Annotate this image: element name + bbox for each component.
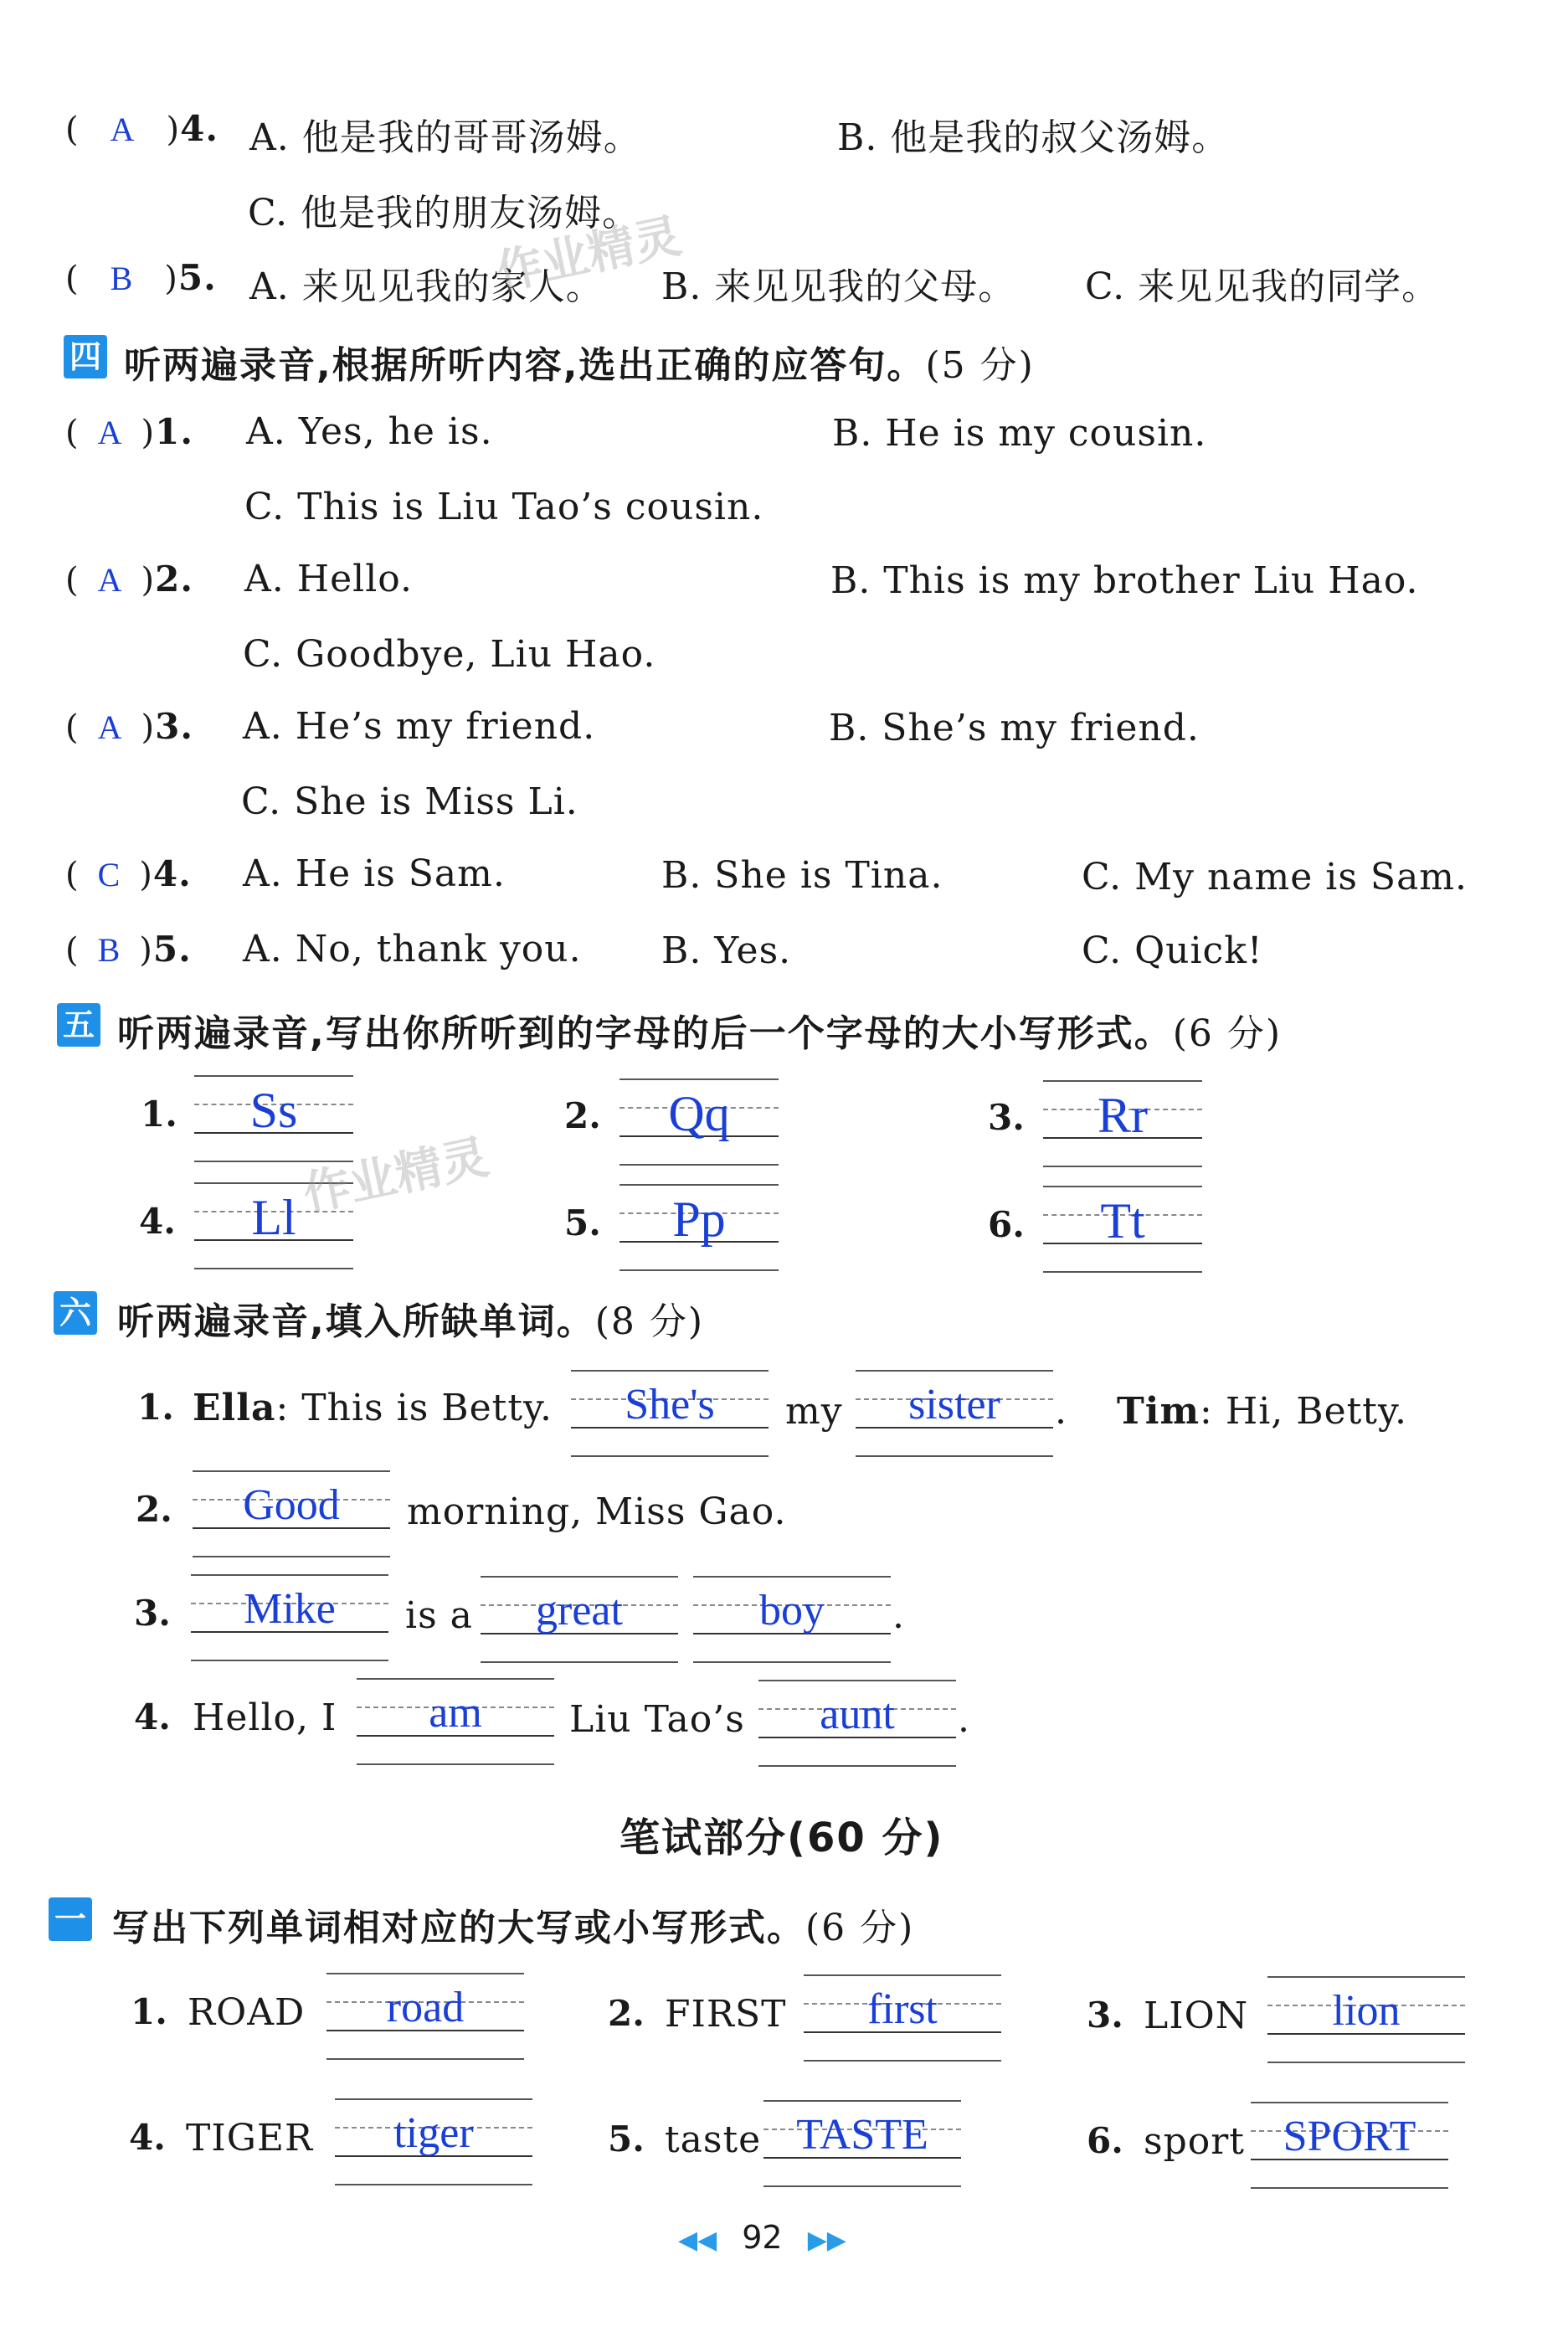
writing-grid [193, 1470, 390, 1557]
item-number: 3. [134, 1593, 171, 1634]
dialogue-text: is a [405, 1594, 473, 1637]
writing-grid [481, 1576, 678, 1663]
answer-word: first [867, 1985, 938, 2033]
option-c: C. 来见见我的同学。 [1085, 265, 1440, 308]
page-number: 92 [742, 2219, 783, 2256]
answer-word: tiger [393, 2109, 474, 2157]
item-number: 4. [129, 2117, 166, 2158]
option-b: B. 来见见我的父母。 [661, 265, 1016, 308]
writing-grid [326, 1973, 524, 2060]
option-c: C. 他是我的朋友汤姆。 [248, 192, 640, 234]
answer-word: road [386, 1984, 465, 2031]
section-badge: 六 [54, 1291, 97, 1335]
question-5-row: ( B )5. [65, 257, 217, 298]
answer-choice: A [110, 111, 136, 148]
bracket: ( [65, 111, 80, 149]
answer-choice: C [97, 856, 121, 893]
given-word: LION [1144, 1995, 1249, 2037]
option-a: A. 来见见我的家人。 [249, 265, 604, 308]
item-number: 1. [141, 1094, 177, 1135]
watermark: 作业精灵 [298, 1130, 494, 1223]
item-number: 4. [139, 1201, 176, 1242]
question-number: 5. [152, 929, 192, 970]
section-title-text: 写出下列单词相对应的大写或小写形式。 [112, 1907, 805, 1949]
item-number: 1. [131, 1991, 167, 2032]
question-number: 1. [155, 411, 193, 452]
writing-grid [1267, 1976, 1465, 2063]
section-title-text: 听两遍录音,填入所缺单词。 [117, 1300, 595, 1343]
section-title [112, 1897, 914, 1951]
writing-grid [191, 1574, 388, 1661]
prev-arrow-icon: ◀◀ [678, 2226, 717, 2255]
answer-word: TASTE [796, 2111, 928, 2159]
writing-grid [1251, 2102, 1448, 2189]
dialogue-text: : This is Betty. [275, 1387, 553, 1429]
option-b: B. 他是我的叔父汤姆。 [837, 116, 1230, 159]
answer-letters: Qq [668, 1086, 730, 1141]
dialogue-text: : Hi, Betty. [1200, 1390, 1407, 1433]
item-number: 4. [134, 1696, 171, 1737]
option-c: C. She is Miss Li. [241, 780, 578, 823]
question-number: 5. [177, 257, 217, 298]
section-title-text: 听两遍录音,根据所听内容,选出正确的应答句。 [124, 344, 926, 387]
question-4-row: ( C )4. [65, 853, 192, 894]
question-2-row: ( A )2. [65, 559, 193, 600]
writing-grid [571, 1370, 769, 1457]
option-c: C. Goodbye, Liu Hao. [243, 633, 656, 676]
dialogue-line [193, 1387, 553, 1429]
dialogue-text: . [958, 1698, 970, 1741]
item-number: 2. [608, 1993, 645, 2034]
item-number: 3. [1087, 1995, 1123, 2036]
option-b: B. Yes. [661, 929, 792, 972]
answer-choice: A [97, 561, 123, 599]
question-number: 4. [152, 853, 192, 894]
question-1-row: ( A )1. [65, 411, 193, 452]
dialogue-text: . [892, 1594, 905, 1637]
answer-word: SPORT [1283, 2113, 1416, 2160]
item-number: 6. [1087, 2120, 1123, 2161]
writing-grid [619, 1184, 779, 1271]
section-score: (6 分) [1172, 1012, 1283, 1055]
question-number: 2. [155, 559, 193, 600]
answer-choice: A [97, 414, 123, 451]
item-number: 1. [137, 1387, 174, 1428]
writing-grid [856, 1370, 1053, 1457]
item-number: 2. [136, 1489, 172, 1530]
option-b: B. She is Tina. [661, 854, 943, 897]
option-c: C. This is Liu Tao’s cousin. [244, 486, 764, 528]
speaker-name: Ella [193, 1387, 276, 1429]
question-3-row: ( A )3. [65, 706, 193, 747]
question-4-row [65, 107, 218, 150]
answer-letters: Ll [251, 1190, 296, 1245]
option-c: C. Quick! [1082, 929, 1263, 972]
written-part-heading: 笔试部分(60 分) [619, 1815, 944, 1861]
answer-letters: Tt [1100, 1193, 1145, 1248]
section-score: (8 分) [594, 1300, 705, 1343]
answer-word: lion [1332, 1987, 1401, 2035]
answer-letters: Pp [672, 1192, 726, 1247]
writing-grid [335, 2098, 532, 2185]
section-score: (6 分) [805, 1907, 915, 1949]
speaker-name: Tim [1117, 1390, 1200, 1433]
option-c: C. My name is Sam. [1082, 856, 1468, 898]
item-number: 2. [564, 1095, 601, 1136]
answer-choice: B [97, 931, 121, 969]
writing-grid [763, 2100, 961, 2187]
answer-word: great [536, 1587, 623, 1634]
answer-choice: A [97, 708, 123, 746]
answer-word: Good [243, 1481, 340, 1529]
section-title [124, 335, 1035, 389]
writing-grid [1043, 1080, 1202, 1167]
section-badge: 四 [64, 335, 107, 378]
dialogue-line [1117, 1390, 1407, 1433]
answer-word: aunt [820, 1691, 895, 1738]
option-a: A. He’s my friend. [243, 705, 596, 748]
answer-letters: Ss [249, 1083, 298, 1138]
answer-choice: B [110, 260, 134, 297]
given-word: TIGER [186, 2117, 314, 2160]
writing-grid [194, 1075, 353, 1162]
dialogue-text: . [1055, 1390, 1067, 1433]
writing-grid [619, 1078, 779, 1166]
page-footer [678, 2219, 846, 2256]
dialogue-text: Liu Tao’s [569, 1698, 745, 1741]
answer-word: She's [625, 1381, 715, 1429]
answer-word: Mike [244, 1585, 336, 1633]
bracket: ) [166, 111, 181, 149]
item-number: 6. [988, 1204, 1025, 1245]
given-word: FIRST [665, 1993, 787, 2036]
option-b: B. This is my brother Liu Hao. [830, 559, 1419, 602]
question-number: 3. [155, 706, 193, 747]
section-badge: 一 [49, 1897, 92, 1941]
option-b: B. He is my cousin. [832, 412, 1207, 455]
answer-letters: Rr [1098, 1088, 1148, 1143]
writing-grid [357, 1678, 554, 1765]
answer-word: sister [908, 1381, 1000, 1429]
given-word: sport [1144, 2120, 1245, 2163]
dialogue-text: my [785, 1390, 843, 1433]
section-badge: 五 [57, 1003, 100, 1047]
item-number: 5. [564, 1202, 601, 1243]
answer-word: boy [759, 1587, 825, 1634]
item-number: 3. [988, 1097, 1025, 1138]
writing-grid [693, 1576, 891, 1663]
watermark: 作业精灵 [491, 208, 686, 301]
section-title [117, 1003, 1282, 1057]
next-arrow-icon: ▶▶ [807, 2226, 846, 2255]
option-a: A. Yes, he is. [246, 410, 493, 453]
option-a: A. 他是我的哥哥汤姆。 [249, 116, 641, 159]
section-title [117, 1291, 704, 1345]
question-number: 4. [180, 108, 218, 149]
option-a: A. Hello. [244, 558, 414, 600]
writing-grid [758, 1680, 956, 1767]
option-b: B. She’s my friend. [829, 707, 1200, 749]
given-word: ROAD [188, 1991, 306, 2034]
dialogue-text: morning, Miss Gao. [407, 1490, 787, 1533]
dialogue-text: Hello, I [193, 1696, 337, 1739]
option-a: A. No, thank you. [243, 928, 582, 970]
section-title-text: 听两遍录音,写出你所听到的字母的后一个字母的大小写形式。 [117, 1012, 1173, 1055]
given-word: taste [665, 2118, 762, 2161]
item-number: 5. [608, 2118, 645, 2160]
section-score: (5 分) [925, 344, 1035, 387]
answer-word: am [429, 1689, 482, 1737]
writing-grid [1043, 1186, 1202, 1273]
question-5-row: ( B )5. [65, 929, 192, 970]
writing-grid [804, 1974, 1001, 2062]
option-a: A. He is Sam. [243, 852, 506, 895]
